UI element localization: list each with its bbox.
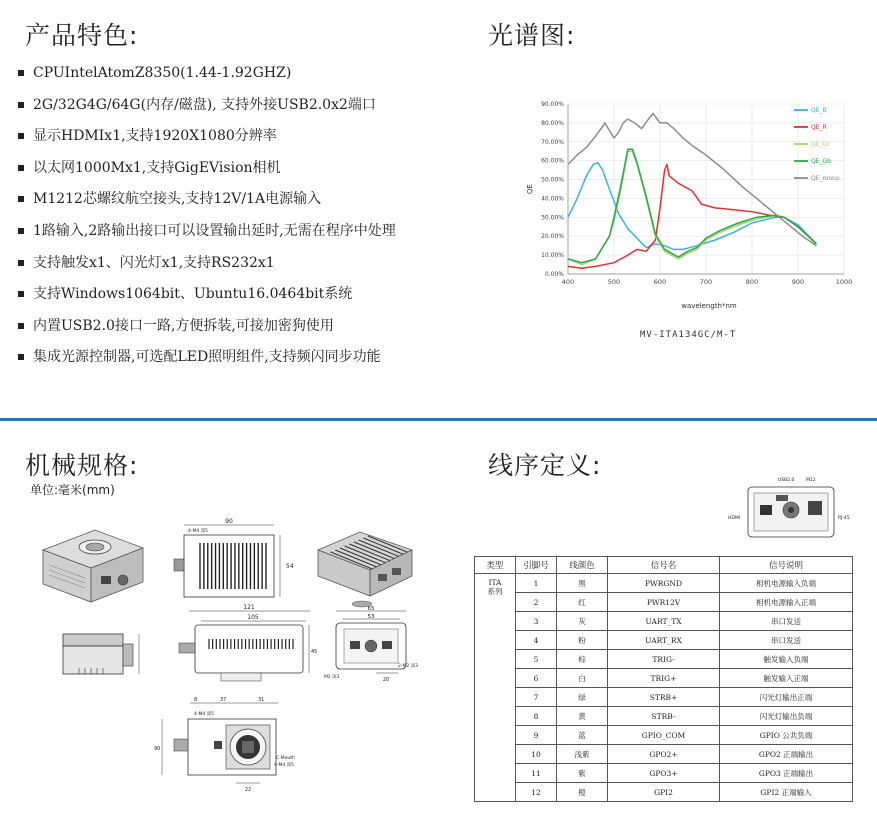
- table-row: [475, 726, 853, 745]
- feature-text: CPUIntelAtomZ8350(1.44-1.92GHZ): [33, 65, 292, 81]
- feature-item: [18, 283, 396, 315]
- table-row: [475, 764, 853, 783]
- table-row: [475, 707, 853, 726]
- legend-label: QE_Gb: [811, 158, 831, 165]
- table-row: [475, 574, 853, 593]
- table-row: [475, 745, 853, 764]
- desc-cell: GPO2 正端输出: [720, 745, 853, 764]
- pinout-table: [474, 556, 853, 802]
- signal-cell: GPI2: [608, 783, 720, 802]
- x-tick-label: 800: [745, 278, 759, 286]
- table-row: [475, 631, 853, 650]
- bullet-icon: [18, 165, 24, 171]
- front-view: [322, 605, 422, 685]
- color-cell: 紫: [557, 764, 608, 783]
- series-line-qe-gb: [568, 149, 816, 262]
- dim-bottom-right-screw: 4-M4 深5: [274, 763, 295, 768]
- feature-text: 以太网1000Mx1,支持GigEVision相机: [33, 159, 281, 176]
- chart-y-label: QE: [526, 184, 534, 194]
- pin-cell: 12: [516, 783, 557, 802]
- y-tick-label: 30.00%: [541, 214, 564, 222]
- y-tick-label: 90.00%: [541, 101, 564, 108]
- iso-view-back: [312, 520, 417, 610]
- dim-bottom-cmount: C-Mouth: [276, 756, 295, 761]
- feature-text: 2G/32G4G/64G(内存/磁盘), 支持外接USB2.0x2端口: [33, 96, 376, 113]
- color-cell: 棕: [557, 650, 608, 669]
- col-color: 线颜色: [557, 557, 608, 574]
- feature-item: [18, 252, 396, 284]
- col-pin: 引脚号: [516, 557, 557, 574]
- x-tick-label: 900: [791, 278, 805, 286]
- mechanical-title: 机械规格:: [25, 451, 139, 480]
- dim-front-screw-left: M2 深3: [324, 675, 340, 680]
- x-tick-label: 1000: [835, 278, 853, 286]
- color-cell: 灰: [557, 612, 608, 631]
- mechanical-unit: 单位:毫米(mm): [30, 483, 115, 497]
- feature-item: [18, 62, 396, 94]
- color-cell: 粉: [557, 631, 608, 650]
- color-cell: 红: [557, 593, 608, 612]
- dim-side-outer: 121: [243, 604, 255, 611]
- pin-cell: 8: [516, 707, 557, 726]
- desc-cell: GPO3 正端输出: [720, 764, 853, 783]
- dim-bottom-a: 8: [194, 697, 198, 703]
- label-rj45: RJ-45: [838, 516, 850, 521]
- desc-cell: GPI2 正端输入: [720, 783, 853, 802]
- color-cell: 蓝: [557, 726, 608, 745]
- iso-view-front: [35, 520, 150, 610]
- table-row: [475, 783, 853, 802]
- dim-top-screw: 4-M4 深5: [188, 529, 209, 534]
- dim-front-outer: 65: [367, 606, 375, 612]
- desc-cell: 串口发送: [720, 631, 853, 650]
- color-cell: 白: [557, 669, 608, 688]
- x-tick-label: 500: [607, 278, 621, 286]
- top-view: [170, 515, 294, 605]
- dim-top-width: 90: [225, 518, 233, 525]
- y-tick-label: 0.00%: [544, 271, 564, 278]
- dim-bottom-left: 90: [154, 746, 161, 752]
- signal-cell: GPIO_COM: [608, 726, 720, 745]
- y-tick-label: 10.00%: [541, 252, 564, 260]
- pin-cell: 10: [516, 745, 557, 764]
- color-cell: 黄: [557, 707, 608, 726]
- signal-cell: TRIG+: [608, 669, 720, 688]
- dim-bottom-bottom: 22: [244, 787, 252, 793]
- qe-chart: [520, 92, 860, 322]
- connector-panel: [726, 475, 866, 545]
- side-view: [165, 603, 318, 688]
- desc-cell: 相机电源输入正端: [720, 593, 853, 612]
- table-row: [475, 669, 853, 688]
- pin-cell: 4: [516, 631, 557, 650]
- feature-item: [18, 315, 396, 347]
- signal-cell: UART_RX: [608, 631, 720, 650]
- bullet-icon: [18, 323, 24, 329]
- signal-cell: STRB+: [608, 688, 720, 707]
- label-usb: USB2.0: [778, 478, 795, 483]
- pinout-header-row: [475, 557, 853, 574]
- chart-legend: [794, 107, 840, 182]
- x-tick-label: 600: [653, 278, 667, 286]
- dim-side-inner: 105: [247, 614, 259, 621]
- color-cell: 绿: [557, 688, 608, 707]
- desc-cell: 串口发送: [720, 612, 853, 631]
- signal-cell: STRB-: [608, 707, 720, 726]
- bullet-icon: [18, 133, 24, 139]
- feature-text: 内置USB2.0接口一路,方便拆装,可接加密狗使用: [33, 317, 334, 334]
- feature-text: 显示HDMIx1,支持1920X1080分辨率: [33, 128, 277, 145]
- signal-cell: PWR12V: [608, 593, 720, 612]
- chart-lines: [568, 113, 816, 268]
- bullet-icon: [18, 291, 24, 297]
- legend-label: QE_Gr: [811, 141, 830, 148]
- chart-x-label: wavelength*nm: [681, 302, 737, 310]
- desc-cell: 触发输入正端: [720, 669, 853, 688]
- desc-cell: 闪光灯输出负端: [720, 707, 853, 726]
- x-tick-label: 700: [699, 278, 713, 286]
- pin-cell: 9: [516, 726, 557, 745]
- dim-front-offset: 20: [382, 677, 390, 683]
- color-cell: 橙: [557, 783, 608, 802]
- signal-cell: PWRGND: [608, 574, 720, 593]
- feature-item: [18, 188, 396, 220]
- table-row: [475, 650, 853, 669]
- feature-item: [18, 125, 396, 157]
- feature-text: 支持Windows1064bit、Ubuntu16.0464bit系统: [33, 286, 353, 303]
- signal-cell: UART_TX: [608, 612, 720, 631]
- pin-cell: 3: [516, 612, 557, 631]
- feature-list: [18, 62, 396, 378]
- desc-cell: 相机电源输入负端: [720, 574, 853, 593]
- dim-bottom-c: 31: [258, 697, 265, 703]
- y-tick-label: 80.00%: [541, 119, 564, 127]
- bullet-icon: [18, 260, 24, 266]
- pin-cell: 2: [516, 593, 557, 612]
- col-desc: 信号说明: [720, 557, 853, 574]
- bottom-view: [150, 695, 300, 795]
- dim-bottom-screw: 4-M4 深5: [194, 712, 215, 717]
- table-row: [475, 612, 853, 631]
- pin-cell: 5: [516, 650, 557, 669]
- dim-top-height: 54: [286, 563, 294, 570]
- legend-label: QE_mono: [811, 175, 840, 182]
- side-view-small: [55, 628, 147, 686]
- x-tick-label: 400: [561, 278, 575, 286]
- color-cell: 黑: [557, 574, 608, 593]
- bullet-icon: [18, 102, 24, 108]
- dim-bottom-b: 37: [220, 697, 227, 703]
- feature-item: [18, 346, 396, 378]
- desc-cell: 触发输入负端: [720, 650, 853, 669]
- desc-cell: GPIO 公共负端: [720, 726, 853, 745]
- feature-item: [18, 220, 396, 252]
- label-hdmi: HDMI: [728, 516, 741, 521]
- y-tick-label: 70.00%: [541, 138, 564, 146]
- pin-cell: 6: [516, 669, 557, 688]
- legend-label: QE_B: [811, 107, 827, 114]
- table-row: [475, 593, 853, 612]
- feature-text: 集成光源控制器,可选配LED照明组件,支持频闪同步功能: [33, 349, 381, 366]
- bullet-icon: [18, 354, 24, 360]
- feature-item: [18, 94, 396, 126]
- dim-front-inner: 53: [367, 614, 375, 620]
- chart-axes: [541, 101, 852, 286]
- pinout-title: 线序定义:: [488, 451, 602, 480]
- table-row: [475, 688, 853, 707]
- dim-front-screw-right: 2-M2 深3: [398, 664, 419, 669]
- feature-text: M1212芯螺纹航空接头,支持12V/1A电源输入: [33, 191, 322, 208]
- pin-cell: 1: [516, 574, 557, 593]
- spectrum-title: 光谱图:: [488, 21, 576, 50]
- feature-text: 1路输入,2路输出接口可以设置输出延时,无需在程序中处理: [33, 222, 396, 239]
- legend-label: QE_R: [811, 124, 827, 131]
- pin-cell: 7: [516, 688, 557, 707]
- dim-side-height: 45: [311, 649, 318, 655]
- signal-cell: GPO2+: [608, 745, 720, 764]
- bullet-icon: [18, 70, 24, 76]
- label-m12: M12: [806, 478, 816, 483]
- color-cell: 浅紫: [557, 745, 608, 764]
- pin-cell: 11: [516, 764, 557, 783]
- bullet-icon: [18, 228, 24, 234]
- type-cell: ITA 系列: [475, 574, 516, 802]
- col-signal: 信号名: [608, 557, 720, 574]
- signal-cell: TRIG-: [608, 650, 720, 669]
- features-title: 产品特色:: [25, 21, 139, 50]
- feature-text: 支持触发x1、闪光灯x1,支持RS232x1: [33, 254, 275, 271]
- bullet-icon: [18, 196, 24, 202]
- col-type: 类型: [475, 557, 516, 574]
- chart-caption: MV-ITA134GC/M-T: [640, 330, 737, 340]
- y-tick-label: 40.00%: [541, 195, 564, 203]
- y-tick-label: 50.00%: [541, 176, 564, 184]
- desc-cell: 闪光灯输出正端: [720, 688, 853, 707]
- section-divider: [0, 418, 877, 421]
- y-tick-label: 20.00%: [541, 233, 564, 241]
- signal-cell: GPO3+: [608, 764, 720, 783]
- feature-item: [18, 157, 396, 189]
- y-tick-label: 60.00%: [541, 157, 564, 165]
